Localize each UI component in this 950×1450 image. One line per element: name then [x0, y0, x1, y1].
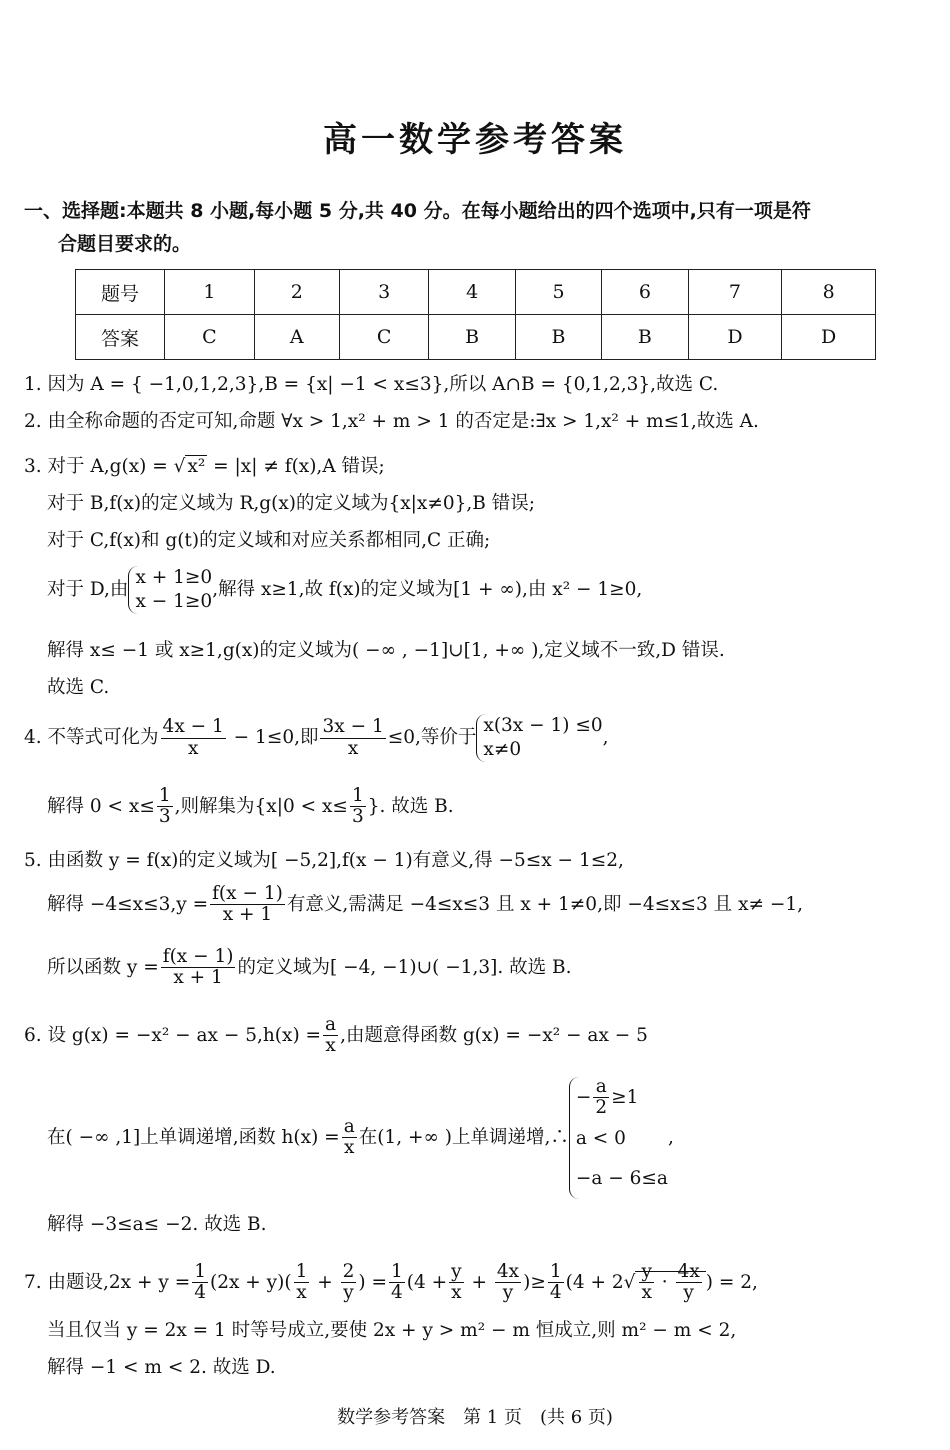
system-line: x + 1≥0: [135, 567, 213, 588]
text: }. 故选 B.: [367, 795, 454, 817]
denominator: y: [683, 1282, 694, 1304]
fraction: [320, 717, 385, 759]
table-cell: 1: [165, 270, 255, 315]
text: ) = 2,: [705, 1271, 758, 1293]
fraction: [341, 1262, 357, 1304]
denominator: y: [502, 1282, 514, 1304]
text: ,则解集为{x|0 < x≤: [174, 795, 348, 817]
system-brace: [128, 566, 212, 614]
solution-4-line1: [24, 714, 609, 762]
denominator: x: [187, 737, 199, 759]
numerator: 3x − 1: [322, 716, 384, 738]
page-footer: 数学参考答案 第 1 页 (共 6 页): [337, 1407, 613, 1428]
table-cell: B: [515, 315, 601, 360]
denominator: 4: [391, 1282, 403, 1304]
fraction: [449, 1262, 463, 1304]
fraction: [161, 717, 226, 759]
system-line: a < 0: [575, 1127, 626, 1149]
denominator: x: [641, 1282, 652, 1304]
system-line: x(3x − 1) ≤0: [483, 715, 603, 736]
fraction: [192, 1262, 208, 1304]
section-heading: [24, 195, 929, 261]
table-cell: C: [165, 315, 255, 360]
table-cell: B: [429, 315, 515, 360]
text: +: [465, 1271, 493, 1293]
numerator: 1: [295, 1261, 308, 1282]
page-title: 高一数学参考答案: [323, 120, 627, 160]
system-line: [576, 1077, 668, 1119]
fraction: [323, 1015, 338, 1057]
solution-7-line3: 解得 −1 < m < 2. 故选 D.: [47, 1357, 276, 1378]
table-cell: 7: [688, 270, 782, 315]
numerator: 4x: [677, 1261, 700, 1282]
system-line: −a − 6≤a: [575, 1167, 668, 1189]
fraction: [639, 1262, 653, 1304]
numerator: 2: [342, 1261, 355, 1282]
denominator: 3: [158, 806, 171, 828]
text: ) =: [358, 1271, 388, 1293]
text: +: [311, 1271, 339, 1293]
sqrt-expr: x²: [187, 456, 206, 477]
denominator: 4: [549, 1282, 562, 1304]
sqrt-expr: [635, 1261, 705, 1304]
numerator: 1: [194, 1261, 206, 1282]
solution-7-line2: 当且仅当 y = 2x = 1 时等号成立,要使 2x + y > m² − m 恒成立,则 m² − m < 2,: [47, 1320, 737, 1341]
table-cell: A: [254, 315, 339, 360]
solution-3-line2: 对于 B,f(x)的定义域为 R,g(x)的定义域为{x|x≠0},B 错误;: [47, 493, 535, 514]
text: 4. 不等式可化为: [24, 727, 159, 748]
denominator: x: [451, 1282, 462, 1304]
table-cell: 2: [254, 270, 339, 315]
text: 在( −∞ ,1]上单调递增,函数 h(x) =: [47, 1126, 340, 1148]
numerator: 1: [391, 1261, 403, 1282]
numerator: 4x − 1: [162, 716, 224, 738]
text: (2x + y)(: [210, 1271, 292, 1293]
denominator: x: [347, 737, 359, 759]
numerator: a: [325, 1014, 337, 1035]
solution-2: 2. 由全称命题的否定可知,命题 ∀x > 1,x² + m > 1 的否定是:∃x > 1,x² + m≤1,故选 A.: [24, 411, 759, 432]
solution-3-line4: [47, 566, 642, 614]
denominator: x + 1: [173, 967, 223, 989]
solution-5-line2: [47, 884, 803, 926]
numerator: a: [343, 1116, 355, 1137]
text: 6. 设 g(x) = −x² − ax − 5,h(x) =: [24, 1024, 322, 1046]
system-line: x≠0: [483, 739, 522, 760]
text: ,: [667, 1126, 674, 1148]
denominator: y: [343, 1282, 354, 1304]
solution-6-line2: [47, 1077, 674, 1199]
table-cell: D: [782, 315, 876, 360]
numerator: f(x − 1): [162, 946, 234, 967]
table-cell: 5: [515, 270, 601, 315]
question-number-row: [76, 270, 876, 315]
solution-3-line6: 故选 C.: [47, 677, 110, 698]
fraction: [350, 786, 366, 828]
solution-1: 1. 因为 A = { −1,0,1,2,3},B = {x| −1 < x≤3},所以 A∩B = {0,1,2,3},故选 C.: [24, 374, 719, 395]
row-header-answer: 答案: [76, 315, 165, 360]
solution-3-line3: 对于 C,f(x)和 g(t)的定义域和对应关系都相同,C 正确;: [47, 530, 491, 551]
denominator: x: [296, 1282, 307, 1304]
table-cell: 4: [429, 270, 515, 315]
solution-3-line5: 解得 x≤ −1 或 x≥1,g(x)的定义域为( −∞ , −1]∪[1, +∞ ),定义域不一致,D 错误.: [47, 640, 725, 661]
fraction: [495, 1262, 521, 1304]
text: 的定义域为[ −4, −1)∪( −1,3]. 故选 B.: [237, 956, 572, 978]
fraction: [593, 1077, 609, 1119]
text: 3. 对于 A,g(x) =: [24, 456, 174, 477]
text: 有意义,需满足 −4≤x≤3 且 x + 1≠0,即 −4≤x≤3 且 x≠ −1,: [286, 893, 804, 915]
numerator: y: [641, 1261, 652, 1282]
fraction: [157, 786, 173, 828]
text: ≤0,等价于: [387, 727, 477, 748]
solution-7-line1: 7. 由题设,2x + y = $\frac{1}{4}$ (2x + y)( $\frac{1}{x}$ + $\frac{2}{y}$ ) = $\frac{1}{4}$ (4 + $\frac{y}{x}$ + $\frac{4x}{y}$ )≥ $\frac{1}{4}$ (4 + 2√ $\frac{y}{x}$ · $\frac{4x}{y}$ ) = 2,: [24, 1261, 758, 1304]
text: 解得 0 < x≤: [47, 795, 155, 817]
solution-6-line3: 解得 −3≤a≤ −2. 故选 B.: [47, 1214, 267, 1235]
text: ,: [602, 727, 609, 748]
numerator: 1: [351, 785, 364, 806]
fraction: [676, 1262, 702, 1304]
table-cell: 6: [602, 270, 688, 315]
text: (4 +: [406, 1271, 448, 1293]
fraction: [389, 1262, 405, 1304]
solution-5-line3: [47, 947, 571, 989]
numerator: y: [451, 1261, 462, 1282]
system-line: x − 1≥0: [135, 591, 213, 612]
text: )≥: [523, 1271, 546, 1293]
fraction: [210, 884, 285, 926]
numerator: a: [593, 1077, 609, 1098]
fraction: [294, 1262, 310, 1304]
solution-4-line2: [47, 786, 454, 828]
numerator: 4x: [496, 1261, 520, 1282]
solution-6-line1: [24, 1015, 648, 1057]
text: 所以函数 y =: [47, 956, 159, 978]
table-cell: D: [688, 315, 782, 360]
system-brace: [569, 1077, 668, 1199]
table-cell: C: [339, 315, 429, 360]
text: 对于 D,由: [47, 579, 129, 600]
solution-3-line1: 3. 对于 A,g(x) = √ x² = |x| ≠ f(x),A 错误;: [24, 456, 385, 477]
solution-5-line1: 5. 由函数 y = f(x)的定义域为[ −5,2],f(x − 1)有意义,得 −5≤x − 1≤2,: [24, 850, 624, 871]
denominator: x + 1: [222, 904, 273, 926]
denominator: 3: [351, 806, 364, 828]
text: − 1≤0,即: [227, 727, 319, 748]
system-brace: [476, 714, 602, 762]
denominator: x: [343, 1137, 355, 1159]
answer-row: [76, 315, 876, 360]
fraction: [161, 947, 236, 989]
numerator: 1: [549, 1261, 562, 1282]
table-cell: 3: [339, 270, 429, 315]
fraction: [548, 1262, 564, 1304]
text: ≥1: [611, 1086, 639, 1108]
numerator: f(x − 1): [212, 883, 283, 904]
numerator: 1: [158, 785, 171, 806]
section-heading-line1: 一、选择题:本题共 8 小题,每小题 5 分,共 40 分。在每小题给出的四个选项中,只有一项是符: [24, 200, 811, 222]
denominator: 2: [595, 1097, 608, 1119]
text: 解得 −4≤x≤3,y =: [47, 893, 209, 915]
answer-table: [75, 269, 876, 360]
denominator: 4: [194, 1282, 206, 1304]
text: ,由题意得函数 g(x) = −x² − ax − 5: [340, 1024, 648, 1046]
denominator: x: [325, 1035, 336, 1057]
section-heading-line2: 合题目要求的。: [58, 233, 192, 255]
fraction: [342, 1117, 357, 1159]
text: 在(1, +∞ )上单调递增,∴: [358, 1126, 569, 1148]
table-cell: 8: [782, 270, 876, 315]
text: 7. 由题设,2x + y =: [24, 1271, 191, 1293]
row-header-number: 题号: [76, 270, 165, 315]
text: = |x| ≠ f(x),A 错误;: [207, 456, 385, 477]
text: ,解得 x≥1,故 f(x)的定义域为[1 + ∞),由 x² − 1≥0,: [212, 579, 643, 600]
table-cell: B: [602, 315, 688, 360]
text: ·: [655, 1271, 674, 1293]
text: (4 + 2: [565, 1271, 624, 1293]
text: −: [575, 1086, 592, 1108]
